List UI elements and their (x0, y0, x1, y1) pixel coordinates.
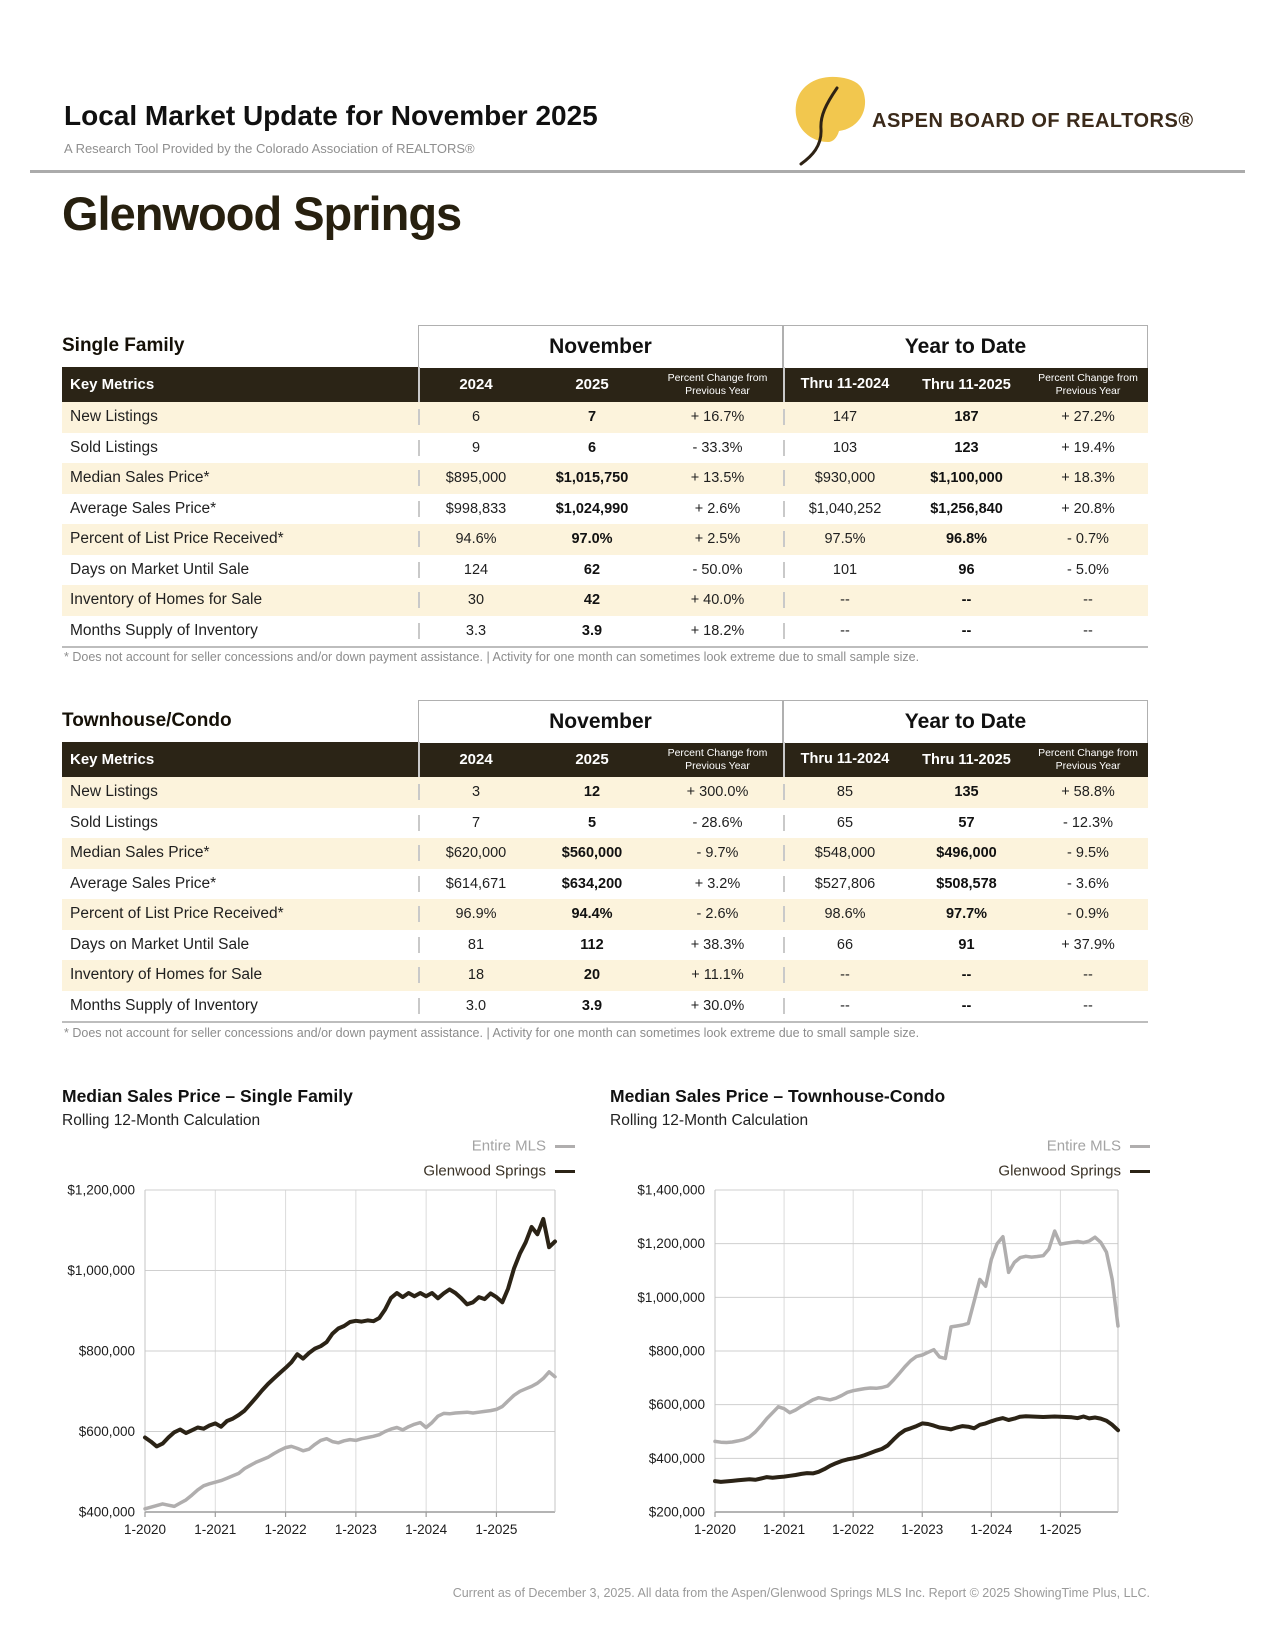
metric-value: 135 (954, 784, 979, 801)
metric-value: 9 (418, 440, 532, 456)
metric-value: -- (1083, 592, 1093, 609)
metric-value: $930,000 (783, 470, 905, 486)
svg-text:1-2020: 1-2020 (693, 1522, 737, 1537)
column-header: Thru 11-2024 (783, 367, 905, 402)
metric-value: $1,040,252 (783, 501, 905, 517)
metric-value: $998,833 (418, 501, 532, 517)
report-footer: Current as of December 3, 2025. All data from the Aspen/Glenwood Springs MLS Inc. Report © 2025 ShowingTime Plus, LLC. (452, 1586, 1150, 1600)
metric-value: - 0.9% (1067, 906, 1109, 923)
column-header: Thru 11-2025 (922, 376, 1011, 393)
table-row (62, 463, 1148, 494)
metric-value: 147 (783, 409, 905, 425)
metric-value: + 13.5% (690, 470, 745, 487)
metric-value: 103 (783, 440, 905, 456)
metric-value: 85 (783, 784, 905, 800)
svg-text:1-2022: 1-2022 (264, 1522, 307, 1537)
metric-value: + 40.0% (690, 592, 745, 609)
column-header: Percent Change from Previous Year (1038, 371, 1138, 397)
metric-value: - 12.3% (1063, 814, 1113, 831)
metric-value: -- (961, 997, 972, 1014)
metric-value: 18 (418, 967, 532, 983)
metric-value: - 9.5% (1067, 845, 1109, 862)
chart-title-single-family: Median Sales Price – Single Family (62, 1086, 353, 1106)
metric-value: 3.0 (418, 998, 532, 1014)
metric-label: Months Supply of Inventory (70, 621, 258, 639)
metric-value: + 16.7% (690, 409, 745, 426)
metric-value: 5 (587, 814, 597, 831)
metric-value: + 18.3% (1061, 470, 1115, 487)
metric-value: 6 (418, 409, 532, 425)
report-title: Local Market Update for November 2025 (64, 100, 598, 131)
svg-text:$400,000: $400,000 (648, 1450, 705, 1466)
table-body (62, 777, 1148, 1023)
legend-line-swatch (555, 1170, 575, 1173)
svg-text:$1,200,000: $1,200,000 (637, 1236, 705, 1252)
column-header: Thru 11-2024 (783, 742, 905, 777)
table-row (62, 524, 1148, 555)
metric-value: - 0.7% (1067, 531, 1109, 548)
metric-value: 97.5% (783, 531, 905, 547)
legend-label-entire-mls: Entire MLS (471, 1137, 546, 1155)
metric-value: 3.9 (581, 997, 603, 1014)
column-header-row (62, 367, 1148, 402)
table-band (62, 700, 1148, 742)
group-header-ytd: Year to Date (783, 325, 1148, 368)
metric-value: $634,200 (561, 875, 623, 892)
svg-text:$1,200,000: $1,200,000 (67, 1182, 135, 1198)
metric-value: $620,000 (418, 845, 532, 861)
svg-text:$400,000: $400,000 (78, 1504, 135, 1520)
metric-value: 91 (958, 936, 975, 953)
table-row (62, 616, 1148, 647)
legend-line-swatch (1130, 1170, 1150, 1173)
metric-value: 101 (783, 562, 905, 578)
metric-value: -- (783, 623, 905, 639)
table-row (62, 585, 1148, 616)
metric-value: 3 (418, 784, 532, 800)
metric-value: 20 (583, 967, 601, 984)
chart-subtitle: Rolling 12-Month Calculation (610, 1112, 809, 1129)
chart-title-townhouse-condo: Median Sales Price – Townhouse-Condo (610, 1086, 946, 1106)
column-header-row (62, 742, 1148, 777)
metric-label: Inventory of Homes for Sale (70, 966, 263, 984)
metric-value: + 27.2% (1061, 409, 1115, 426)
metric-value: 96.8% (945, 531, 988, 548)
svg-text:1-2024: 1-2024 (405, 1522, 448, 1537)
metric-label: Sold Listings (70, 813, 158, 831)
townhouse-condo-table (62, 700, 1148, 1023)
report-subtitle: A Research Tool Provided by the Colorado Association of REALTORS® (64, 141, 475, 156)
svg-text:1-2024: 1-2024 (970, 1522, 1013, 1537)
metric-value: $614,671 (418, 876, 532, 892)
metric-value: 3.9 (581, 622, 603, 639)
table-footnote: * Does not account for seller concessions and/or down payment assistance. | Activity for one month can sometimes look extreme due to small sample size. (64, 1026, 920, 1040)
metric-value: 123 (954, 439, 979, 456)
metric-value: + 11.1% (691, 967, 744, 984)
metric-value: $548,000 (783, 845, 905, 861)
logo-text: ASPEN BOARD OF REALTORS® (872, 110, 1194, 132)
metric-value: 124 (418, 562, 532, 578)
metric-value: + 30.0% (690, 997, 745, 1014)
metric-value: + 38.3% (690, 936, 745, 953)
metric-value: 62 (583, 561, 601, 578)
metric-value: $527,806 (783, 876, 905, 892)
section-title: Townhouse/Condo (62, 710, 232, 731)
table-row (62, 808, 1148, 839)
metric-label: Average Sales Price* (70, 499, 217, 517)
metric-value: -- (961, 622, 972, 639)
table-row (62, 930, 1148, 961)
svg-text:1-2021: 1-2021 (194, 1522, 237, 1537)
metric-value: - 3.6% (1067, 875, 1109, 892)
table-row (62, 960, 1148, 991)
metric-value: $895,000 (418, 470, 532, 486)
svg-text:1-2021: 1-2021 (763, 1522, 806, 1537)
metric-label: New Listings (70, 408, 158, 426)
metric-value: 96 (958, 561, 975, 578)
table-row (62, 838, 1148, 869)
metric-value: -- (783, 967, 905, 983)
metric-label: Days on Market Until Sale (70, 560, 250, 578)
column-header: 2025 (575, 751, 609, 768)
metric-value: $1,015,750 (555, 470, 629, 487)
svg-text:1-2025: 1-2025 (475, 1522, 518, 1537)
svg-text:1-2023: 1-2023 (334, 1522, 377, 1537)
table-row (62, 494, 1148, 525)
metric-value: + 2.5% (694, 531, 741, 548)
metric-label: Inventory of Homes for Sale (70, 591, 263, 609)
metric-value: 57 (958, 814, 975, 831)
table-body (62, 402, 1148, 648)
metric-label: Median Sales Price* (70, 469, 210, 487)
legend-line-swatch (1130, 1145, 1150, 1148)
legend-label-entire-mls: Entire MLS (1046, 1137, 1121, 1155)
column-header: Key Metrics (70, 376, 155, 393)
metric-value: - 9.7% (696, 845, 739, 862)
metric-value: + 58.8% (1061, 784, 1115, 801)
metric-value: 187 (954, 409, 979, 426)
metric-value: -- (783, 998, 905, 1014)
svg-text:$800,000: $800,000 (648, 1343, 705, 1359)
metric-label: Average Sales Price* (70, 874, 217, 892)
metric-value: + 300.0% (686, 784, 749, 801)
metric-value: 30 (418, 592, 532, 608)
group-header-ytd: Year to Date (783, 700, 1148, 743)
metric-value: + 2.6% (694, 500, 741, 517)
svg-text:$600,000: $600,000 (648, 1397, 705, 1413)
group-header-november: November (418, 700, 783, 743)
metric-value: 97.7% (945, 906, 988, 923)
metric-value: -- (783, 592, 905, 608)
svg-text:$200,000: $200,000 (648, 1504, 705, 1520)
metric-value: - 2.6% (696, 906, 739, 923)
header-divider (30, 170, 1245, 173)
table-row (62, 402, 1148, 433)
table-row (62, 777, 1148, 808)
legend-label-glenwood-springs: Glenwood Springs (423, 1162, 546, 1180)
metric-value: 81 (418, 937, 532, 953)
metric-value: 94.6% (418, 531, 532, 547)
metric-value: - 33.3% (692, 439, 743, 456)
metric-value: 3.3 (418, 623, 532, 639)
group-header-november: November (418, 325, 783, 368)
table-row (62, 991, 1148, 1022)
svg-text:1-2022: 1-2022 (832, 1522, 875, 1537)
metric-value: 94.4% (571, 906, 613, 923)
metric-value: $496,000 (936, 845, 997, 862)
metric-value: 97.0% (571, 531, 613, 548)
metric-value: -- (1083, 622, 1093, 639)
metric-value: $508,578 (936, 875, 997, 892)
svg-text:$1,000,000: $1,000,000 (637, 1289, 705, 1305)
table-footnote: * Does not account for seller concessions and/or down payment assistance. | Activity for one month can sometimes look extreme due to small sample size. (64, 650, 920, 664)
column-header: Thru 11-2025 (922, 751, 1011, 768)
metric-label: Days on Market Until Sale (70, 935, 250, 953)
metric-label: Percent of List Price Received* (70, 530, 284, 548)
table-band (62, 325, 1148, 367)
table-row (62, 555, 1148, 586)
metric-label: Median Sales Price* (70, 844, 210, 862)
single-family-table (62, 325, 1148, 648)
metric-label: Sold Listings (70, 438, 158, 456)
townhouse-condo-line-chart (600, 1178, 1145, 1580)
page-title: Glenwood Springs (62, 187, 462, 240)
svg-text:$600,000: $600,000 (78, 1424, 135, 1439)
metric-value: - 50.0% (692, 561, 743, 578)
column-header: Percent Change from Previous Year (667, 371, 768, 397)
metric-value: + 3.2% (694, 875, 741, 892)
legend-line-swatch (555, 1145, 575, 1148)
metric-value: 7 (587, 409, 597, 426)
metric-value: -- (1083, 967, 1093, 984)
column-header: 2024 (418, 367, 532, 402)
metric-value: -- (1083, 997, 1093, 1014)
single-family-line-chart (55, 1178, 600, 1580)
metric-value: 42 (583, 592, 601, 609)
svg-text:$1,400,000: $1,400,000 (637, 1182, 705, 1198)
metric-value: 112 (580, 936, 604, 953)
metric-value: 6 (587, 439, 597, 456)
metric-value: + 20.8% (1061, 500, 1115, 517)
metric-value: 96.9% (418, 906, 532, 922)
legend-label-glenwood-springs: Glenwood Springs (998, 1162, 1121, 1180)
svg-text:$1,000,000: $1,000,000 (67, 1263, 135, 1278)
metric-value: 12 (583, 784, 601, 801)
svg-text:1-2020: 1-2020 (123, 1522, 167, 1537)
metric-value: 65 (783, 815, 905, 831)
column-header: Key Metrics (70, 751, 155, 768)
metric-value: + 18.2% (690, 622, 745, 639)
metric-label: New Listings (70, 783, 158, 801)
section-title: Single Family (62, 335, 185, 356)
metric-value: -- (961, 592, 972, 609)
metric-value: $1,256,840 (930, 500, 1003, 517)
column-header: Percent Change from Previous Year (1038, 746, 1138, 772)
metric-label: Percent of List Price Received* (70, 905, 284, 923)
metric-label: Months Supply of Inventory (70, 996, 258, 1014)
metric-value: - 28.6% (692, 814, 743, 831)
chart-legend (62, 1133, 575, 1183)
table-row (62, 899, 1148, 930)
metric-value: 7 (418, 815, 532, 831)
metric-value: $560,000 (561, 845, 623, 862)
column-header: 2025 (575, 376, 609, 393)
chart-subtitle: Rolling 12-Month Calculation (62, 1112, 261, 1129)
table-row (62, 869, 1148, 900)
svg-text:$800,000: $800,000 (78, 1343, 135, 1359)
svg-text:1-2025: 1-2025 (1039, 1522, 1082, 1537)
column-header: 2024 (418, 742, 532, 777)
metric-value: - 5.0% (1067, 561, 1109, 578)
svg-text:1-2023: 1-2023 (901, 1522, 944, 1537)
metric-value: $1,100,000 (930, 470, 1003, 487)
table-row (62, 433, 1148, 464)
metric-value: 66 (783, 937, 905, 953)
metric-value: + 37.9% (1061, 936, 1115, 953)
chart-legend (610, 1133, 1150, 1183)
metric-value: 98.6% (783, 906, 905, 922)
metric-value: -- (961, 967, 972, 984)
column-header: Percent Change from Previous Year (667, 746, 768, 772)
metric-value: $1,024,990 (555, 500, 629, 517)
metric-value: + 19.4% (1061, 439, 1115, 456)
